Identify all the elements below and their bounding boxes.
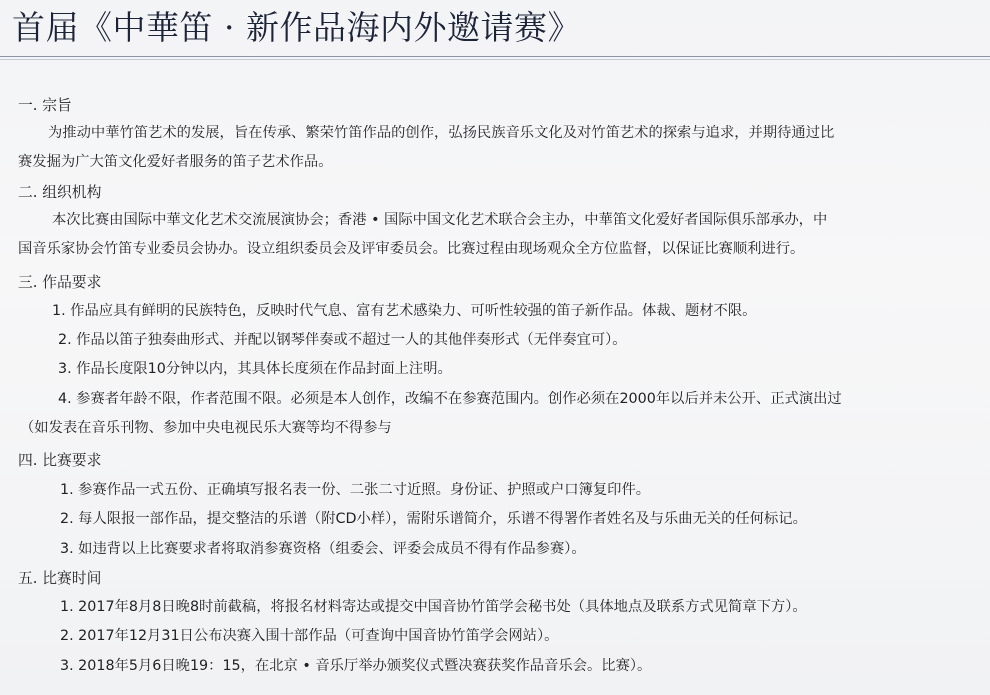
title-divider-secondary	[0, 59, 990, 60]
section-heading-competition-requirements: 四. 比赛要求	[18, 452, 102, 469]
section-heading-purpose: 一. 宗旨	[18, 97, 72, 114]
list-item: 1. 作品应具有鲜明的民族特色，反映时代气息、富有艺术感染力、可听性较强的笛子新作品。体裁、题材不限。	[52, 303, 757, 319]
document-title: 首届《中華笛 · 新作品海内外邀请赛》	[12, 8, 581, 47]
list-item: 4. 参赛者年龄不限，作者范围不限。必须是本人创作，改编不在参赛范围内。创作必须在2000年以后并未公开、正式演出过	[58, 391, 842, 407]
section-heading-work-requirements: 三. 作品要求	[18, 274, 102, 291]
list-item: 3. 作品长度限10分钟以内，其具体长度须在作品封面上注明。	[58, 361, 452, 377]
paragraph-line: 为推动中華竹笛艺术的发展，旨在传承、繁荣竹笛作品的创作，弘扬民族音乐文化及对竹笛艺术的探索与追求，并期待通过比	[48, 125, 835, 141]
list-item: 2. 作品以笛子独奏曲形式、并配以钢琴伴奏或不超过一人的其他伴奏形式（无伴奏宜可）。	[58, 332, 627, 348]
paragraph-line: 国音乐家协会竹笛专业委员会协办。设立组织委员会及评审委员会。比赛过程由现场观众全方位监督，以保证比赛顺利进行。	[18, 241, 805, 257]
section-heading-schedule: 五. 比赛时间	[18, 570, 102, 587]
list-item: 2. 每人限报一部作品，提交整洁的乐谱（附CD小样），需附乐谱简介，乐谱不得署作者姓名及与乐曲无关的任何标记。	[60, 511, 807, 527]
list-item: 3. 2018年5月6日晚19：15，在北京 • 音乐厅举办颁奖仪式暨决赛获奖作品音乐会。比赛）。	[60, 658, 652, 674]
paragraph-line: 本次比赛由国际中華文化艺术交流展演协会；香港 • 国际中国文化艺术联合会主办，中華笛文化爱好者国际俱乐部承办，中	[52, 212, 828, 228]
title-divider	[0, 56, 990, 57]
paragraph-line: 赛发掘为广大笛文化爱好者服务的笛子艺术作品。	[18, 154, 333, 170]
list-item: 3. 如违背以上比赛要求者将取消参赛资格（组委会、评委会成员不得有作品参赛）。	[60, 541, 586, 557]
list-item: （如发表在音乐刊物、参加中央电视民乐大赛等均不得参与	[20, 420, 392, 436]
list-item: 1. 参赛作品一式五份、正确填写报名表一份、二张二寸近照。身份证、护照或户口簿复印件。	[60, 482, 651, 498]
list-item: 2. 2017年12月31日公布决赛入围十部作品（可查询中国音协竹笛学会网站）。	[60, 628, 559, 644]
section-heading-organization: 二. 组织机构	[18, 184, 102, 201]
list-item: 1. 2017年8月8日晚8时前截稿，将报名材料寄达或提交中国音协竹笛学会秘书处（具体地点及联系方式见简章下方）。	[60, 599, 807, 615]
